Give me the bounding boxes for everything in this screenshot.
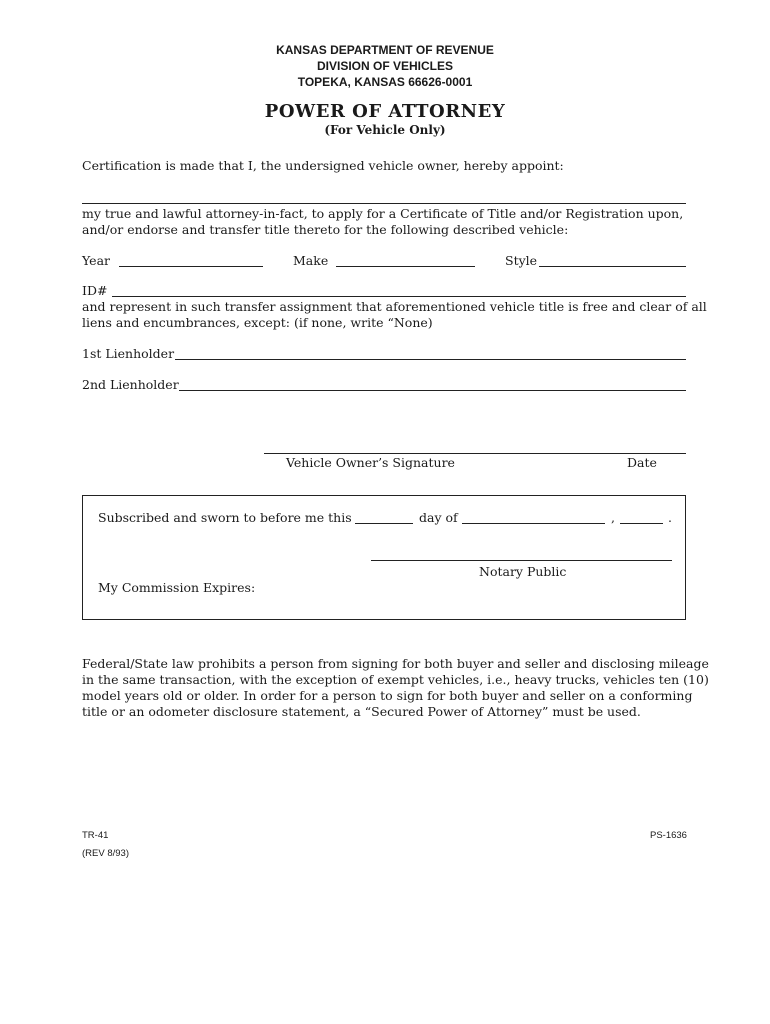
certification-text: Certification is made that I, the undersigned vehicle owner, hereby appoint: — [82, 158, 564, 173]
day-of-label: day of — [419, 510, 458, 525]
lienholder1-label: 1st Lienholder — [82, 346, 175, 361]
agency-name: KANSAS DEPARTMENT OF REVENUE — [276, 43, 494, 57]
style-field[interactable] — [539, 266, 686, 267]
disclaimer-line2: in the same transaction, with the exception of exempt vehicles, i.e., heavy trucks, vehicles ten (10) — [82, 672, 709, 687]
attorney-text-line2: and/or endorse and transfer title thereto for the following described vehicle: — [82, 222, 569, 237]
sworn-day-field[interactable] — [355, 523, 413, 524]
lienholder2-field[interactable] — [179, 390, 686, 391]
lienholder2-label: 2nd Lienholder — [82, 377, 179, 392]
year-label: Year — [82, 253, 110, 268]
disclaimer-line1: Federal/State law prohibits a person from signing for both buyer and seller and disclosing mileage — [82, 656, 709, 671]
form-subtitle: (For Vehicle Only) — [324, 123, 446, 137]
form-number: TR-41 — [82, 830, 109, 841]
disclaimer-line3: model years old or older. In order for a person to sign for both buyer and seller on a conforming — [82, 688, 693, 703]
sworn-text: Subscribed and sworn to before me this — [98, 510, 352, 525]
disclaimer-line4: title or an odometer disclosure statement, a “Secured Power of Attorney” must be used. — [82, 704, 641, 719]
division-name: DIVISION OF VEHICLES — [316, 59, 454, 73]
attorney-name-field[interactable] — [82, 203, 686, 204]
id-field[interactable] — [112, 296, 686, 297]
make-field[interactable] — [336, 266, 475, 267]
commission-expires-label: My Commission Expires: — [98, 580, 256, 595]
notary-public-label: Notary Public — [479, 564, 567, 579]
owner-signature-field[interactable] — [264, 453, 686, 454]
make-label: Make — [293, 253, 329, 268]
comma-separator: , — [611, 510, 615, 525]
represent-text-line2: liens and encumbrances, except: (if none, write “None) — [82, 315, 433, 330]
sworn-year-field[interactable] — [620, 523, 663, 524]
sworn-month-field[interactable] — [462, 523, 605, 524]
owner-signature-label: Vehicle Owner’s Signature — [286, 455, 455, 470]
id-label: ID# — [82, 283, 108, 298]
revision-date: (REV 8/93) — [82, 848, 129, 859]
notary-box — [82, 495, 686, 620]
year-field[interactable] — [119, 266, 263, 267]
represent-text-line1: and represent in such transfer assignment that aforementioned vehicle title is free and clear of all — [82, 299, 707, 314]
lienholder1-field[interactable] — [175, 359, 686, 360]
agency-address: TOPEKA, KANSAS 66626-0001 — [297, 75, 473, 89]
ps-number: PS-1636 — [650, 830, 687, 841]
notary-signature-field[interactable] — [371, 560, 672, 561]
style-label: Style — [505, 253, 538, 268]
attorney-text-line1: my true and lawful attorney-in-fact, to apply for a Certificate of Title and/or Registration upon, — [82, 206, 684, 221]
form-title: POWER OF ATTORNEY — [264, 101, 506, 122]
signature-date-label: Date — [627, 455, 657, 470]
period-mark: . — [668, 510, 672, 525]
